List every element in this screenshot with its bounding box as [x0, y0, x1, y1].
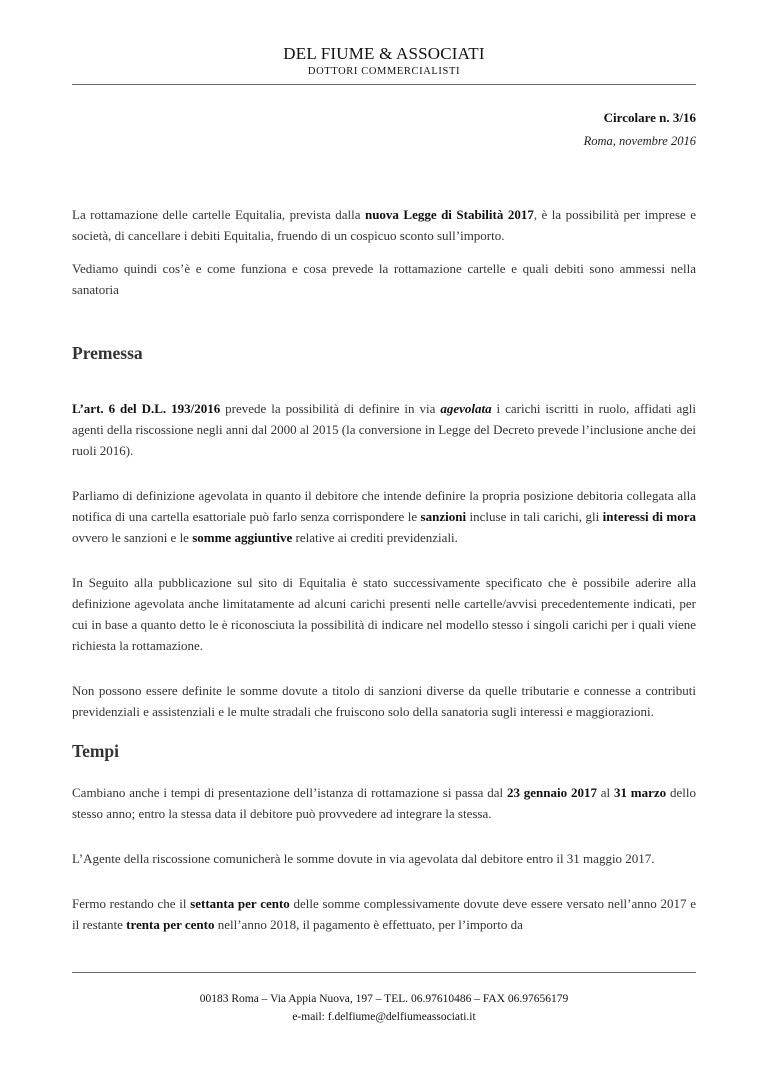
- circular-number: Circolare n. 3/16: [603, 110, 696, 125]
- footer-address: 00183 Roma – Via Appia Nuova, 197 – TEL. 06.97610486 – FAX 06.97656179: [199, 993, 569, 1005]
- text-run: La rottamazione delle cartelle Equitalia, prevista dalla: [72, 207, 365, 222]
- bold-text: sanzioni: [420, 509, 467, 524]
- bold-text: 31 marzo: [613, 785, 667, 800]
- premessa-paragraph-1: [72, 398, 696, 461]
- intro-paragraph-2: Vediamo quindi cos’è e come funziona e cosa prevede la rottamazione cartelle e quali debiti sono ammessi nella sanatoria: [72, 261, 696, 297]
- circular-date: Roma, novembre 2016: [583, 134, 696, 148]
- tempi-paragraph-3: [72, 893, 696, 935]
- text-run: ovvero le sanzioni e le: [72, 530, 193, 545]
- tempi-paragraph-1: [72, 782, 696, 824]
- section-heading-tempi: Tempi: [72, 741, 120, 761]
- text-run: delle somme complessivamente dovute deve essere versato nell’anno 2017 e il restante: [72, 896, 696, 932]
- text-run: Fermo restando che il: [72, 896, 191, 911]
- premessa-paragraph-2: [72, 485, 696, 548]
- bold-text: settanta per cento: [190, 896, 290, 911]
- section-heading-premessa: Premessa: [72, 343, 143, 363]
- firm-name: DEL FIUME & ASSOCIATI: [283, 44, 485, 63]
- firm-subtitle: DOTTORI COMMERCIALISTI: [307, 66, 461, 77]
- text-run: dello stesso anno; entro la stessa data il debitore può provvedere ad integrare la stessa.: [72, 785, 697, 821]
- letterhead: [72, 44, 696, 78]
- bold-text: trenta per cento: [126, 917, 215, 932]
- bold-italic-text: agevolata: [440, 401, 492, 416]
- bold-text: somme aggiuntive: [192, 530, 293, 545]
- bold-text: L’art. 6 del D.L. 193/2016: [72, 401, 221, 416]
- tempi-paragraph-2: L’Agente della riscossione comunicherà le somme dovute in via agevolata dal debitore entro il 31 maggio 2017.: [72, 851, 655, 866]
- footer: [72, 990, 696, 1026]
- text-run: relative ai crediti previdenziali.: [292, 530, 458, 545]
- bold-text: nuova Legge di Stabilità 2017: [364, 207, 534, 222]
- text-run: al: [596, 785, 614, 800]
- text-run: incluse in tali carichi, gli: [466, 509, 603, 524]
- bold-text: 23 gennaio 2017: [506, 785, 597, 800]
- text-run: , è la possibilità per imprese e società, di cancellare i debiti Equitalia, fruendo di un cospicuo sconto sull’importo.: [72, 207, 697, 243]
- text-run: Cambiano anche i tempi di presentazione dell’istanza di rottamazione si passa dal: [72, 785, 507, 800]
- premessa-paragraph-3: In Seguito alla pubblicazione sul sito di Equitalia è stato successivamente specificato che è possibile aderire alla definizione agevolata anche limitatamente ad alcuni carichi presenti nelle cartelle/avvisi precedentemente indicati, per cui in base a quanto detto le è riconosciuta la possibilità di indicare nel modello stesso i singoli carichi per i quali viene richiesta la rottamazione.: [72, 575, 696, 653]
- footer-divider: [72, 972, 696, 973]
- text-run: prevede la possibilità di definire in via: [220, 401, 441, 416]
- footer-email: e-mail: f.delfiume@delfiumeassociati.it: [292, 1011, 476, 1023]
- text-run: nell’anno 2018, il pagamento è effettuato, per l’importo da: [214, 917, 523, 932]
- document-body: [72, 204, 696, 935]
- header-divider: [72, 84, 696, 85]
- text-run: Parliamo di definizione agevolata in quanto il debitore che intende definire la propria posizione debitoria collegata alla notifica di una cartella esattoriale può farlo senza corrispondere le: [72, 488, 696, 524]
- intro-paragraph-1: [72, 204, 696, 246]
- bold-text: interessi di mora: [602, 509, 696, 524]
- text-run: i carichi iscritti in ruolo, affidati agli agenti della riscossione negli anni dal 2000 al 2015 (la conversione in Legge del Decreto prevede l’inclusione anche dei ruoli 2016).: [72, 401, 696, 458]
- premessa-paragraph-4: Non possono essere definite le somme dovute a titolo di sanzioni diverse da quelle tributarie e connesse a contributi previdenziali e assistenziali e le multe stradali che fruiscono solo della sanatoria sugli interessi e maggiorazioni.: [72, 683, 696, 719]
